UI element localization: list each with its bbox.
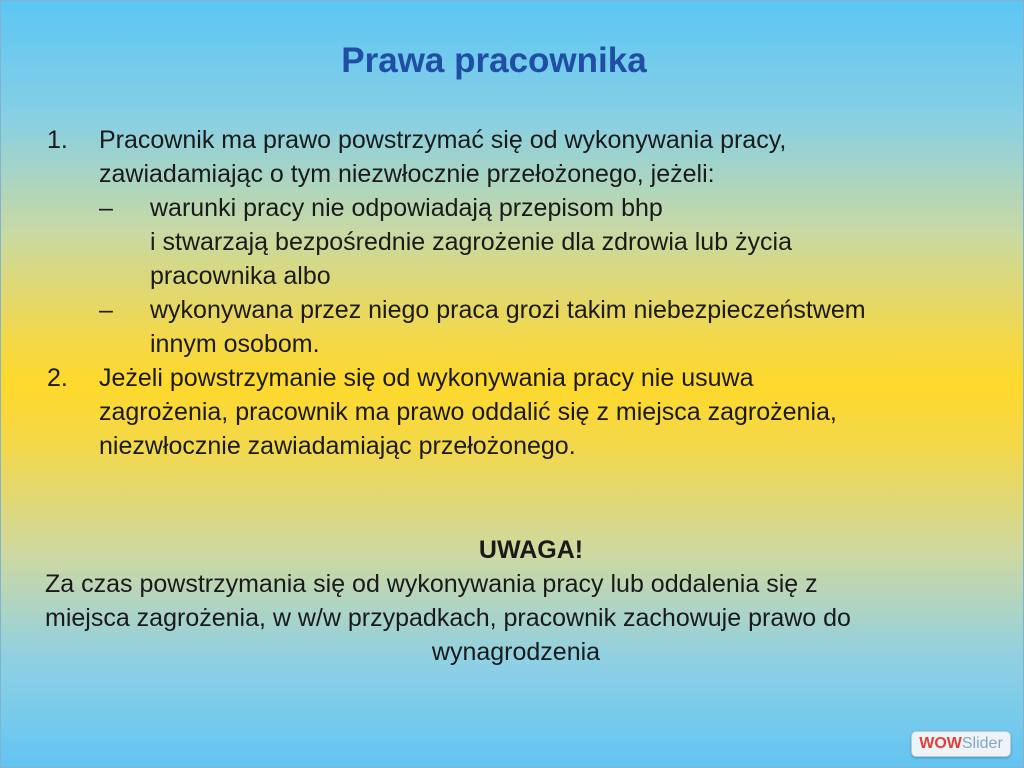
list-item-number: 1. [47, 126, 68, 154]
list-item-body [99, 361, 987, 463]
warning-note [45, 533, 987, 669]
rights-list [47, 123, 987, 463]
sub-item-text [150, 293, 987, 361]
warning-heading: UWAGA! [478, 536, 584, 564]
sub-item-text [150, 191, 987, 293]
warning-text-line: wynagrodzenia [431, 638, 601, 666]
sub-item-marker: – [99, 194, 113, 222]
slide-title: Prawa pracownika [341, 41, 647, 80]
text-line: niezwłocznie zawiadamiając przełożonego. [99, 432, 576, 460]
text-line: Pracownik ma prawo powstrzymać się od wykonywania pracy, [99, 126, 787, 154]
warning-text-line: miejsca zagrożenia, w w/w przypadkach, pracownik zachowuje prawo do [45, 604, 851, 632]
sub-item-1 [99, 191, 987, 293]
list-item-number: 2. [47, 364, 68, 392]
sub-item-2 [99, 293, 987, 361]
wowslider-logo[interactable] [911, 731, 1011, 757]
warning-text-line: Za czas powstrzymania się od wykonywania pracy lub oddalenia się z [45, 570, 818, 598]
list-item-2 [47, 361, 987, 463]
text-line: innym osobom. [150, 330, 320, 358]
text-line: zagrożenia, pracownik ma prawo oddalić się z miejsca zagrożenia, [99, 398, 837, 426]
text-line: warunki pracy nie odpowiadają przepisom bhp [150, 194, 663, 222]
logo-text-wow: WOW [919, 735, 962, 752]
text-line: pracownika albo [150, 262, 331, 290]
sub-item-marker: – [99, 296, 113, 324]
list-item-body [99, 123, 987, 361]
text-line: Jeżeli powstrzymanie się od wykonywania pracy nie usuwa [99, 364, 754, 392]
list-item-1 [47, 123, 987, 361]
text-line: zawiadamiając o tym niezwłocznie przełożonego, jeżeli: [99, 160, 715, 188]
logo-text-slider: Slider [961, 735, 1003, 752]
text-line: i stwarzają bezpośrednie zagrożenie dla zdrowia lub życia [150, 228, 793, 256]
text-line: wykonywana przez niego praca grozi takim niebezpieczeństwem [150, 296, 866, 324]
